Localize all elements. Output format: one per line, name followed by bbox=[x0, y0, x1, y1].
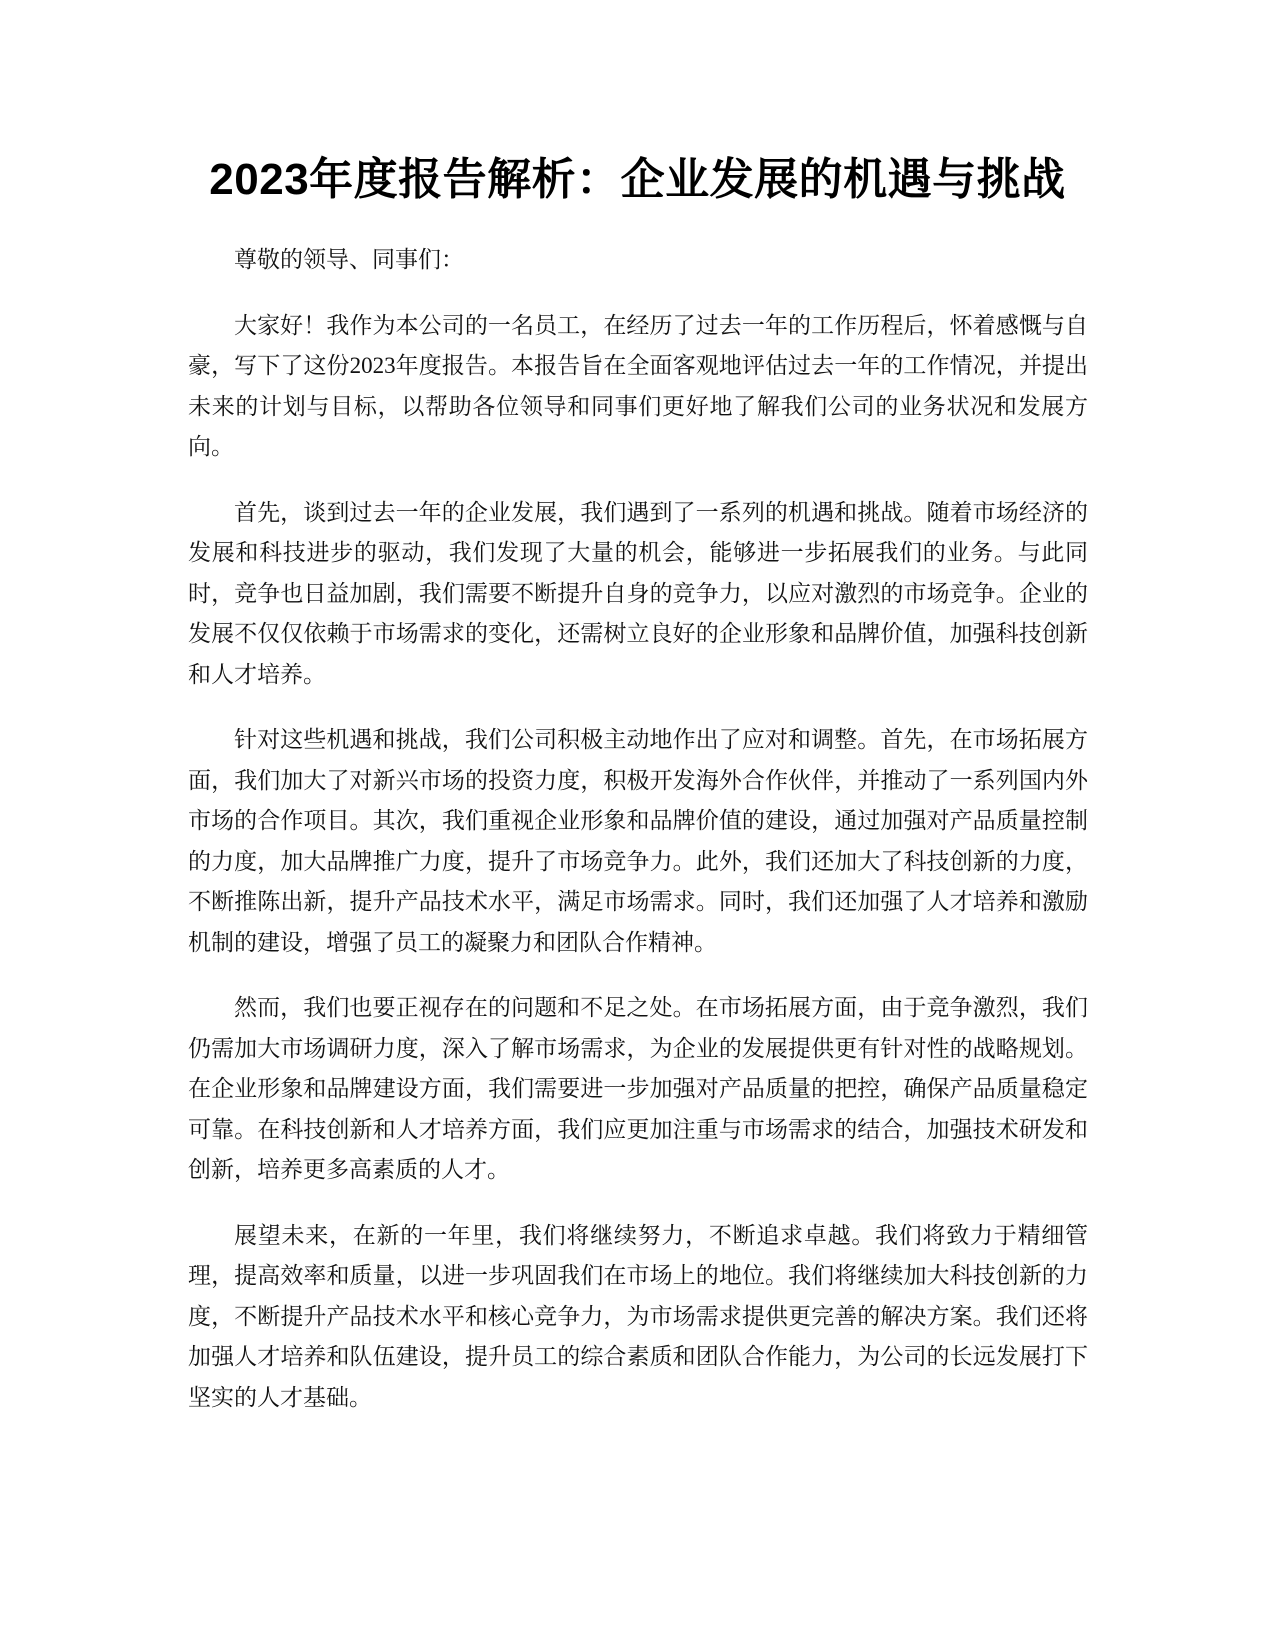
body-paragraph: 首先，谈到过去一年的企业发展，我们遇到了一系列的机遇和挑战。随着市场经济的发展和科技进步的驱动，我们发现了大量的机会，能够进一步拓展我们的业务。与此同时，竞争也日益加剧，我们需要不断提升自身的竞争力，以应对激烈的市场竞争。企业的发展不仅仅依赖于市场需求的变化，还需树立良好的企业形象和品牌价值，加强科技创新和人才培养。 bbox=[188, 499, 1088, 687]
body-paragraph: 展望未来，在新的一年里，我们将继续努力，不断追求卓越。我们将致力于精细管理，提高效率和质量，以进一步巩固我们在市场上的地位。我们将继续加大科技创新的力度，不断提升产品技术水平和核心竞争力，为市场需求提供更完善的解决方案。我们还将加强人才培养和队伍建设，提升员工的综合素质和团队合作能力，为公司的长远发展打下坚实的人才基础。 bbox=[188, 1222, 1088, 1410]
document-body bbox=[188, 240, 1088, 1443]
salutation-paragraph: 尊敬的领导、同事们： bbox=[234, 247, 464, 272]
body-paragraph: 大家好！我作为本公司的一名员工，在经历了过去一年的工作历程后，怀着感慨与自豪，写下了这份2023年度报告。本报告旨在全面客观地评估过去一年的工作情况，并提出未来的计划与目标，以帮助各位领导和同事们更好地了解我们公司的业务状况和发展方向。 bbox=[188, 312, 1088, 459]
body-paragraph: 然而，我们也要正视存在的问题和不足之处。在市场拓展方面，由于竞争激烈，我们仍需加大市场调研力度，深入了解市场需求，为企业的发展提供更有针对性的战略规划。在企业形象和品牌建设方面，我们需要进一步加强对产品质量的把控，确保产品质量稳定可靠。在科技创新和人才培养方面，我们应更加注重与市场需求的结合，加强技术研发和创新，培养更多高素质的人才。 bbox=[188, 995, 1088, 1182]
document-title: 2023年度报告解析：企业发展的机遇与挑战 bbox=[209, 155, 1066, 204]
body-paragraph: 针对这些机遇和挑战，我们公司积极主动地作出了应对和调整。首先，在市场拓展方面，我们加大了对新兴市场的投资力度，积极开发海外合作伙伴，并推动了一系列国内外市场的合作项目。其次，我们重视企业形象和品牌价值的建设，通过加强对产品质量控制的力度，加大品牌推广力度，提升了市场竞争力。此外，我们还加大了科技创新的力度，不断推陈出新，提升产品技术水平，满足市场需求。同时，我们还加强了人才培养和激励机制的建设，增强了员工的凝聚力和团队合作精神。 bbox=[188, 727, 1088, 955]
